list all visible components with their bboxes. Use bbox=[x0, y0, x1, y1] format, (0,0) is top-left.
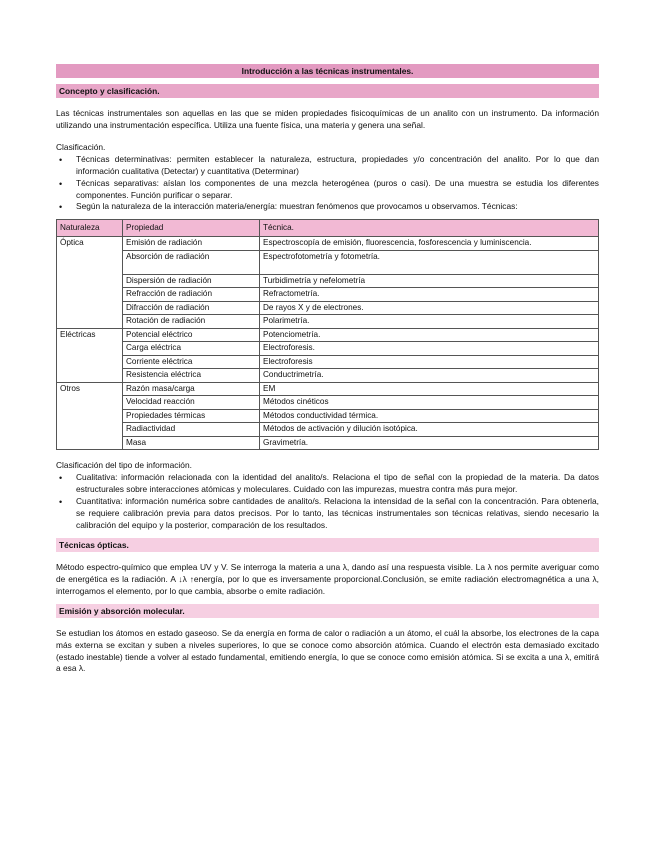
property-cell: Masa bbox=[123, 436, 260, 450]
property-cell: Propiedades térmicas bbox=[123, 409, 260, 423]
table-row bbox=[57, 342, 599, 356]
property-cell: Emisión de radiación bbox=[123, 237, 260, 251]
technique-cell: EM bbox=[260, 382, 599, 396]
column-header: Naturaleza bbox=[57, 220, 123, 237]
document-content bbox=[56, 64, 599, 675]
list-item: • Según la naturaleza de la interacción materia/energía: muestran fenómenos que provocamos u observamos. Técnicas: bbox=[56, 201, 599, 213]
tipo-informacion-label: Clasificación del tipo de información. bbox=[56, 460, 192, 471]
clasificacion-label: Clasificación. bbox=[56, 141, 106, 152]
technique-cell: Espectroscopía de emisión, fluorescencia, fosforescencia y luminiscencia. bbox=[260, 237, 599, 251]
document-title: Introducción a las técnicas instrumentales. bbox=[56, 64, 599, 78]
property-cell: Resistencia eléctrica bbox=[123, 369, 260, 383]
table-row bbox=[57, 301, 599, 315]
technique-cell: Métodos conductividad térmica. bbox=[260, 409, 599, 423]
table-row bbox=[57, 423, 599, 437]
technique-cell: Electroforesis. bbox=[260, 342, 599, 356]
table-row bbox=[57, 396, 599, 410]
emision-paragraph: Se estudian los átomos en estado gaseoso. Se da energía en forma de calor o radiación a un átomo, el cuál la absorbe, los electrones de la capa más externa se excitan y suben a niveles superiores, lo que se conoce como absorción atómica. Cuando el electrón esta demasiado excitado (estado inestable) tiende a volver al estado fundamental, emitiendo energía, lo que se conoce como emisión atómica. Si se excita a una λ, emitirá a esa λ. bbox=[56, 627, 599, 674]
property-cell: Absorción de radiación bbox=[123, 250, 260, 274]
table-row bbox=[57, 288, 599, 302]
technique-cell: Polarimetría. bbox=[260, 315, 599, 329]
technique-cell: Métodos cinéticos bbox=[260, 396, 599, 410]
clasificacion-list bbox=[56, 154, 599, 214]
table-row bbox=[57, 250, 599, 274]
section-heading-opticas: Técnicas ópticas. bbox=[56, 538, 599, 552]
technique-cell: De rayos X y de electrones. bbox=[260, 301, 599, 315]
table-row bbox=[57, 315, 599, 329]
section-heading-concepto: Concepto y clasificación. bbox=[56, 84, 599, 98]
intro-paragraph: Las técnicas instrumentales son aquellas en las que se miden propiedades fisicoquímicas de un analito con un instrumento. Da información utilizando una instrumentación específica. Utiliza una fuente física, una materia y genera una señal. bbox=[56, 108, 599, 130]
technique-cell: Potenciometría. bbox=[260, 328, 599, 342]
technique-cell: Turbidimetría y nefelometría bbox=[260, 274, 599, 288]
list-item: • Cualitativa: información relacionada con la identidad del analito/s. Relaciona el tipo de señal con la propiedad de la materia. Da datos estructurales sobre interacciones atómicas y moleculares. Cuidado con las impurezas, muestra contra más pura mejor. bbox=[56, 472, 599, 496]
property-cell: Radiactividad bbox=[123, 423, 260, 437]
property-cell: Refracción de radiación bbox=[123, 288, 260, 302]
property-cell: Difracción de radiación bbox=[123, 301, 260, 315]
technique-cell: Gravimetría. bbox=[260, 436, 599, 450]
table-row bbox=[57, 409, 599, 423]
technique-cell: Electroforesis bbox=[260, 355, 599, 369]
table-row bbox=[57, 369, 599, 383]
table-row bbox=[57, 355, 599, 369]
section-heading-emision: Emisión y absorción molecular. bbox=[56, 604, 599, 618]
table-row bbox=[57, 382, 599, 396]
list-item: • Cuantitativa: información numérica sobre cantidades de analito/s. Relaciona la intensidad de la señal con la concentración. Para obtenerla, se requiere calibración previa para datos precisos. Por lo tanto, las técnicas instrumentales son técnicas relativas, siendo necesario la calibración del equipo y la posterior, comparación de los resultados. bbox=[56, 496, 599, 532]
techniques-table bbox=[56, 219, 599, 450]
group-cell: Óptica bbox=[57, 237, 123, 329]
property-cell: Dispersión de radiación bbox=[123, 274, 260, 288]
property-cell: Corriente eléctrica bbox=[123, 355, 260, 369]
technique-cell: Conductrimetría. bbox=[260, 369, 599, 383]
technique-cell: Espectrofotometría y fotometría. bbox=[260, 250, 599, 274]
property-cell: Potencial eléctrico bbox=[123, 328, 260, 342]
group-cell: Eléctricas bbox=[57, 328, 123, 382]
property-cell: Rotación de radiación bbox=[123, 315, 260, 329]
property-cell: Razón masa/carga bbox=[123, 382, 260, 396]
opticas-paragraph: Método espectro-químico que emplea UV y V. Se interroga la materia a una λ, dando así una respuesta visible. La λ nos permite averiguar como de energética es la radiación. A ↓λ ↑energía, por lo que es inversamente proporcional.Conclusión, se emite radiación electromagnética a una λ, interrogamos el elemento, por lo que cambia, absorbe o emite radiación. bbox=[56, 561, 599, 596]
list-item: • Técnicas separativas: aíslan los componentes de una mezcla heterogénea (puros o casi). De una muestra se estudia los diferentes componentes. Función purificar o separar. bbox=[56, 178, 599, 202]
table-row bbox=[57, 436, 599, 450]
property-cell: Velocidad reacción bbox=[123, 396, 260, 410]
tipo-informacion-list bbox=[56, 472, 599, 532]
technique-cell: Métodos de activación y dilución isotópica. bbox=[260, 423, 599, 437]
list-item: • Técnicas determinativas: permiten establecer la naturaleza, estructura, propiedades y/o concentración del analito. Por lo que dan información cualitativa (Detectar) y cuantitativa (Determinar) bbox=[56, 154, 599, 178]
table-header-row bbox=[57, 220, 599, 237]
group-cell: Otros bbox=[57, 382, 123, 450]
table-row bbox=[57, 328, 599, 342]
table-row bbox=[57, 237, 599, 251]
column-header: Propiedad bbox=[123, 220, 260, 237]
property-cell: Carga eléctrica bbox=[123, 342, 260, 356]
technique-cell: Refractometría. bbox=[260, 288, 599, 302]
column-header: Técnica. bbox=[260, 220, 599, 237]
table-row bbox=[57, 274, 599, 288]
